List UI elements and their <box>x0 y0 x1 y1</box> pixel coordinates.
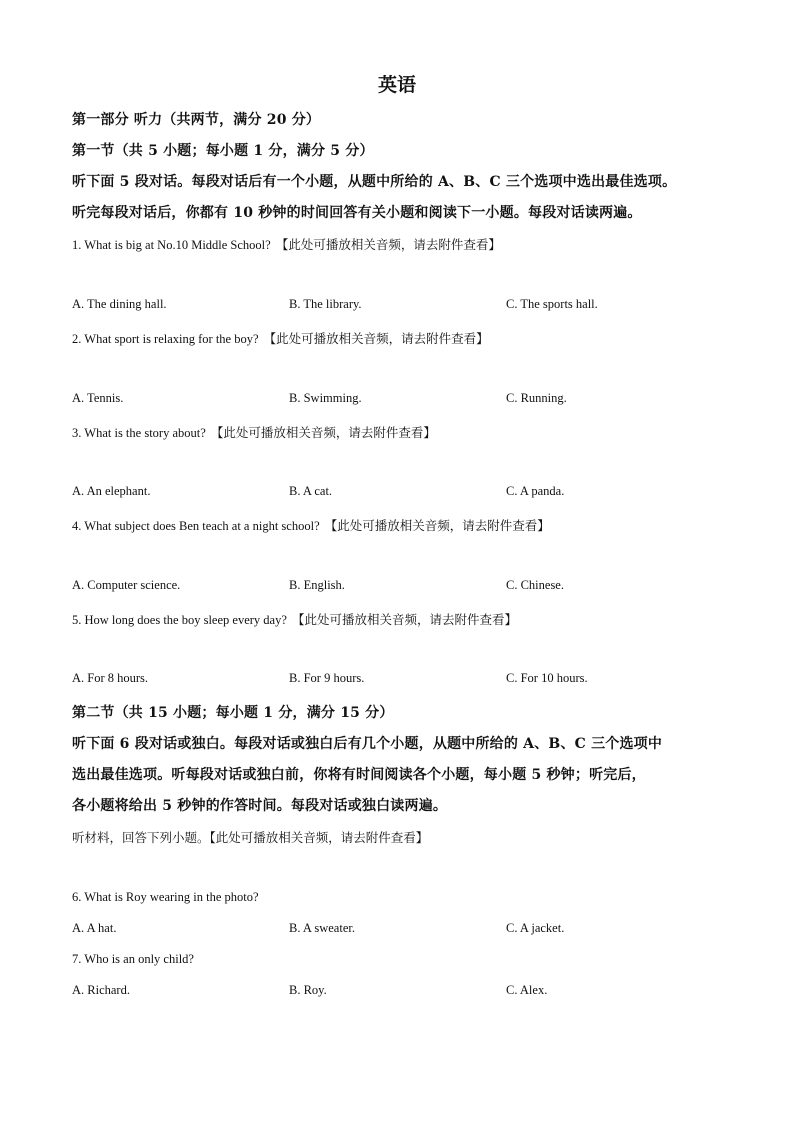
audio-note[interactable]: 【此处可播放相关音频，请去附件查看】 <box>210 425 436 440</box>
page-title: 英语 <box>377 74 416 96</box>
q7-option-c: C. Alex. <box>506 983 548 997</box>
section2-instruction-line-3: 各小题将给出 5 秒钟的作答时间。每段对话或独白读两遍。 <box>72 798 448 814</box>
q5-option-a: A. For 8 hours. <box>72 671 149 685</box>
section2-heading: 第二节（共 15 小题；每小题 1 分，满分 15 分） <box>72 705 394 721</box>
q4-option-b: B. English. <box>289 578 345 592</box>
question-text: 4. What subject does Ben teach at a night school? <box>72 519 320 533</box>
question-text: 3. What is the story about? <box>72 426 206 440</box>
audio-note[interactable]: 【此处可播放相关音频，请去附件查看】 <box>324 518 550 533</box>
q6-option-b: B. A sweater. <box>289 921 355 935</box>
q2-option-a: A. Tennis. <box>72 391 124 405</box>
audio-note[interactable]: 【此处可播放相关音频，请去附件查看】 <box>263 331 489 346</box>
section1-instruction-line-2: 听完每段对话后，你都有 10 秒钟的时间回答有关小题和阅读下一小题。每段对话读两遍。 <box>72 205 642 221</box>
q1-option-b: B. The library. <box>289 297 362 311</box>
question-text: 5. How long does the boy sleep every day? <box>72 613 287 627</box>
q5-option-b: B. For 9 hours. <box>289 671 365 685</box>
q7-option-a: A. Richard. <box>72 983 130 997</box>
question-1 <box>72 234 501 253</box>
question-6: 6. What is Roy wearing in the photo? <box>72 890 259 904</box>
q4-option-a: A. Computer science. <box>72 578 181 592</box>
question-text: 1. What is big at No.10 Middle School? <box>72 238 271 252</box>
question-3 <box>72 422 436 441</box>
section1-instruction-line-1: 听下面 5 段对话。每段对话后有一个小题，从题中所给的 A、B、C 三个选项中选出最佳选项。 <box>72 174 677 190</box>
q4-option-c: C. Chinese. <box>506 578 564 592</box>
q2-option-c: C. Running. <box>506 391 567 405</box>
q3-option-a: A. An elephant. <box>72 484 151 498</box>
q2-option-b: B. Swimming. <box>289 391 362 405</box>
question-4 <box>72 515 550 534</box>
q7-option-b: B. Roy. <box>289 983 327 997</box>
q1-option-a: A. The dining hall. <box>72 297 167 311</box>
audio-note[interactable]: 【此处可播放相关音频，请去附件查看】 <box>291 612 517 627</box>
q3-option-c: C. A panda. <box>506 484 565 498</box>
q6-option-a: A. A hat. <box>72 921 117 935</box>
question-5 <box>72 609 517 628</box>
section2-instruction-line-2: 选出最佳选项。听每段对话或独白前，你将有时间阅读各个小题，每小题 5 秒钟；听完后， <box>72 767 646 783</box>
q3-option-b: B. A cat. <box>289 484 333 498</box>
audio-note[interactable]: 【此处可播放相关音频，请去附件查看】 <box>275 237 501 252</box>
part1-heading: 第一部分 听力（共两节，满分 20 分） <box>72 112 321 128</box>
question-7: 7. Who is an only child? <box>72 952 194 966</box>
q5-option-c: C. For 10 hours. <box>506 671 588 685</box>
q1-option-c: C. The sports hall. <box>506 297 598 311</box>
question-2 <box>72 328 489 347</box>
material-note[interactable]: 听材料，回答下列小题。【此处可播放相关音频，请去附件查看】 <box>72 830 429 845</box>
section2-instruction-line-1: 听下面 6 段对话或独白。每段对话或独白后有几个小题，从题中所给的 A、B、C 三个选项中 <box>72 736 663 752</box>
q6-option-c: C. A jacket. <box>506 921 565 935</box>
section1-heading: 第一节（共 5 小题；每小题 1 分，满分 5 分） <box>72 143 374 159</box>
question-text: 2. What sport is relaxing for the boy? <box>72 332 259 346</box>
